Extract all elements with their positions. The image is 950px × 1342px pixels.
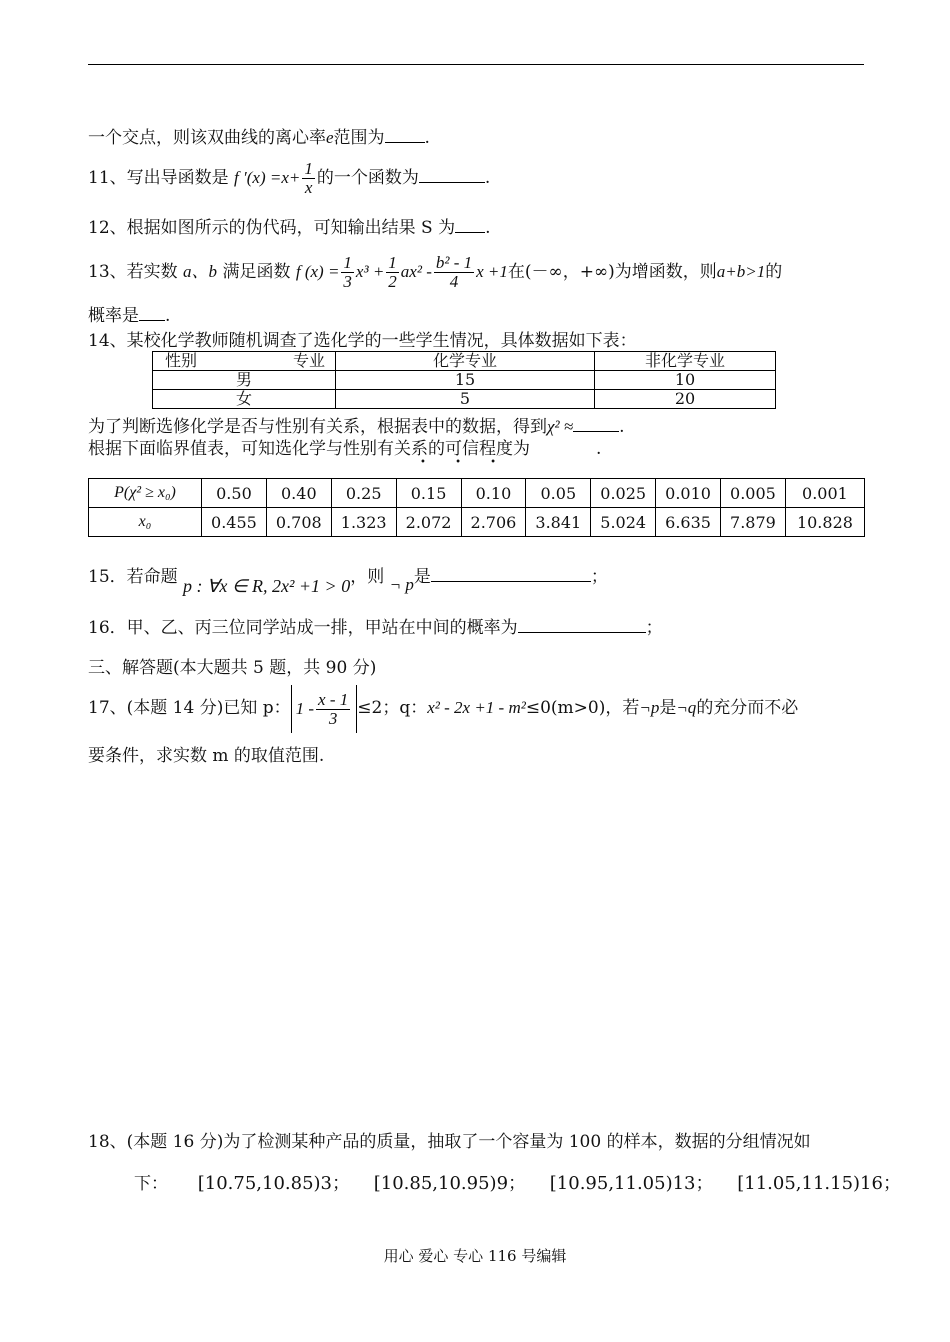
cell: 10.828 [785,508,864,537]
answer-blank [139,304,165,321]
group-interval: [10.75,10.85)3； [197,1173,351,1194]
question-14-line3: 根据下面临界值表，可知选化学与性别有关系的可信程度为 . [88,439,602,459]
cell: 15 [336,371,595,390]
header-rule [88,64,864,65]
q16-end: ； [645,618,663,638]
q10-text: 一个交点，则该双曲线的离心率 [88,128,326,148]
cell: 0.50 [202,479,267,508]
cell: 2.706 [461,508,526,537]
cell: 0.10 [461,479,526,508]
cell: 0.708 [266,508,331,537]
table-row [153,371,776,390]
q14-intro-text: 14、某校化学教师随机调查了选化学的一些学生情况，具体数据如下表： [88,331,637,351]
q13-text-c: 在(－∞，+∞)为增函数，则 [507,262,717,282]
q15-text-b: ，则 [350,567,385,587]
question-14-intro [88,330,637,352]
q17-text-b: ≤2；q： [357,698,428,718]
q13-vars: a、b [183,262,218,281]
q15-negation: ¬ p [389,575,414,594]
q17-text-d: 是 [659,698,677,718]
q13-fx: f (x) = [295,262,340,281]
table-row [89,508,865,537]
cell: 7.879 [721,508,786,537]
cell: 10 [595,371,776,390]
header-major: 专业 [292,351,325,370]
q13-text: 13、若实数 [88,262,178,282]
page-footer: 用心 爱心 专心 116 号编辑 [383,1247,567,1265]
q17-text-c: ≤0(m>0)，若 [525,698,640,718]
q11-text-b: 的一个函数为 [316,168,419,188]
answer-blank [455,216,485,233]
row-label: 男 [153,371,336,390]
q14-chi: χ² ≈ [547,417,574,436]
q13-condition: a+b>1 [716,262,766,281]
q18-text-b: 下： [134,1174,168,1194]
question-13-line2: 概率是 . [88,306,171,326]
cell: 0.40 [266,479,331,508]
q13-text-b: 满足函数 [222,262,291,282]
question-13 [88,248,782,296]
group-interval: [10.85,10.95)9； [373,1173,527,1194]
question-18 [88,1131,811,1153]
cell: 0.25 [331,479,396,508]
row-label: x₀ [89,508,202,537]
question-18-groups [134,1166,901,1202]
question-12: 12、根据如图所示的伪代码，可知输出结果 S 为 . [88,218,491,238]
table-row [153,390,776,409]
q15-proposition: p : ∀x ∈ R, 2x² +1 > 0 [183,576,351,596]
cell: 0.010 [656,479,721,508]
cell: 0.001 [785,479,864,508]
q15-text: 15．若命题 [88,567,178,587]
answer-blank [385,126,425,143]
q13-line2-text: 概率是 [88,306,139,326]
q11-text: 11、写出导函数是 [88,168,229,188]
q11-fraction: $\frac{1}{x}$ [304,159,313,197]
group-interval: [11.05,11.15)16； [737,1173,901,1194]
q13-frac1: $\frac{1}{3}$ [343,253,352,291]
cell: 0.005 [721,479,786,508]
answer-blank [518,616,646,633]
q13-term2: ax² - [400,262,432,281]
cell: 5 [336,390,595,409]
q14-line2-text: 为了判断选修化学是否与性别有关系，根据表中的数据，得到 [88,417,547,437]
q17-abs: 1 - $\frac{x - 1}{3}$ [291,685,358,733]
q13-frac2: $\frac{1}{2}$ [388,253,397,291]
contingency-table [152,351,776,409]
table-header-row [153,352,776,371]
header-gender: 性别 [165,351,198,370]
q13-text-d: 的 [765,262,783,282]
question-14-line2: 为了判断选修化学是否与性别有关系，根据表中的数据，得到χ² ≈ . [88,417,625,437]
q13-term1: x³ + [355,262,385,281]
q15-text-c: 是 [413,567,431,587]
cell: 5.024 [591,508,656,537]
table-row [89,479,865,508]
question-16 [88,616,663,639]
cell: 0.455 [202,508,267,537]
section-3-text: 三、解答题(本大题共 5 题，共 90 分) [88,658,377,678]
header-nonchem: 非化学专业 [595,352,776,371]
section-3-heading [88,657,376,679]
q12-text: 12、根据如图所示的伪代码，可知输出结果 S 为 [88,218,456,238]
cell: 20 [595,390,776,409]
q13-term3: x +1 [476,262,508,281]
q17-not-p: ¬p [639,698,660,717]
q10-var: e [326,128,334,147]
row-label: 女 [153,390,336,409]
answer-blank [431,565,591,582]
q17-q-expr: x² - 2x +1 - m² [427,698,526,717]
row-label: P(χ² ≥ x₀) [89,479,202,508]
q13-frac3: $\frac{\text{b² - 1}}{4}$ [435,253,473,291]
answer-blank [573,415,619,432]
question-17-line2 [88,745,324,767]
q17-not-q: ¬q [676,698,697,717]
q10-end: 范围为 [333,128,385,148]
q11-formula: f ′(x) =x+ [234,168,301,187]
cell: 0.025 [591,479,656,508]
q14-line3-text: 根据下面临界值表，可知选化学与性别有关系的可信程度为 [88,439,530,459]
cell: 6.635 [656,508,721,537]
cell: 2.072 [396,508,461,537]
q18-text: 18、(本题 16 分)为了检测某种产品的质量，抽取了一个容量为 100 的样本，数据的分组情况如 [88,1132,811,1152]
header-chem: 化学专业 [336,352,595,371]
q17-text-e: 的充分而不必 [696,698,799,718]
answer-blank [419,166,485,183]
cell: 0.05 [526,479,591,508]
emphasis-dots: • • • [420,457,510,468]
critical-value-table [88,478,865,537]
cell: 0.15 [396,479,461,508]
q16-text: 16．甲、乙、丙三位同学站成一排，甲站在中间的概率为 [88,618,518,638]
q17-text: 17、(本题 14 分)已知 p： [88,698,291,718]
group-interval: [10.95,11.05)13； [549,1173,714,1194]
question-17 [88,684,798,733]
cell: 1.323 [331,508,396,537]
question-11: 11、写出导函数是 f ′(x) =x+ $\frac{1}{x}$ 的一个函数为 . [88,159,491,197]
question-15 [88,560,608,596]
q17-line2-text: 要条件，求实数 m 的取值范围. [88,746,325,766]
header-gender-major [153,352,336,371]
question-10-tail: 一个交点，则该双曲线的离心率e范围为 . [88,128,430,148]
q15-end: ； [590,567,608,587]
cell: 3.841 [526,508,591,537]
